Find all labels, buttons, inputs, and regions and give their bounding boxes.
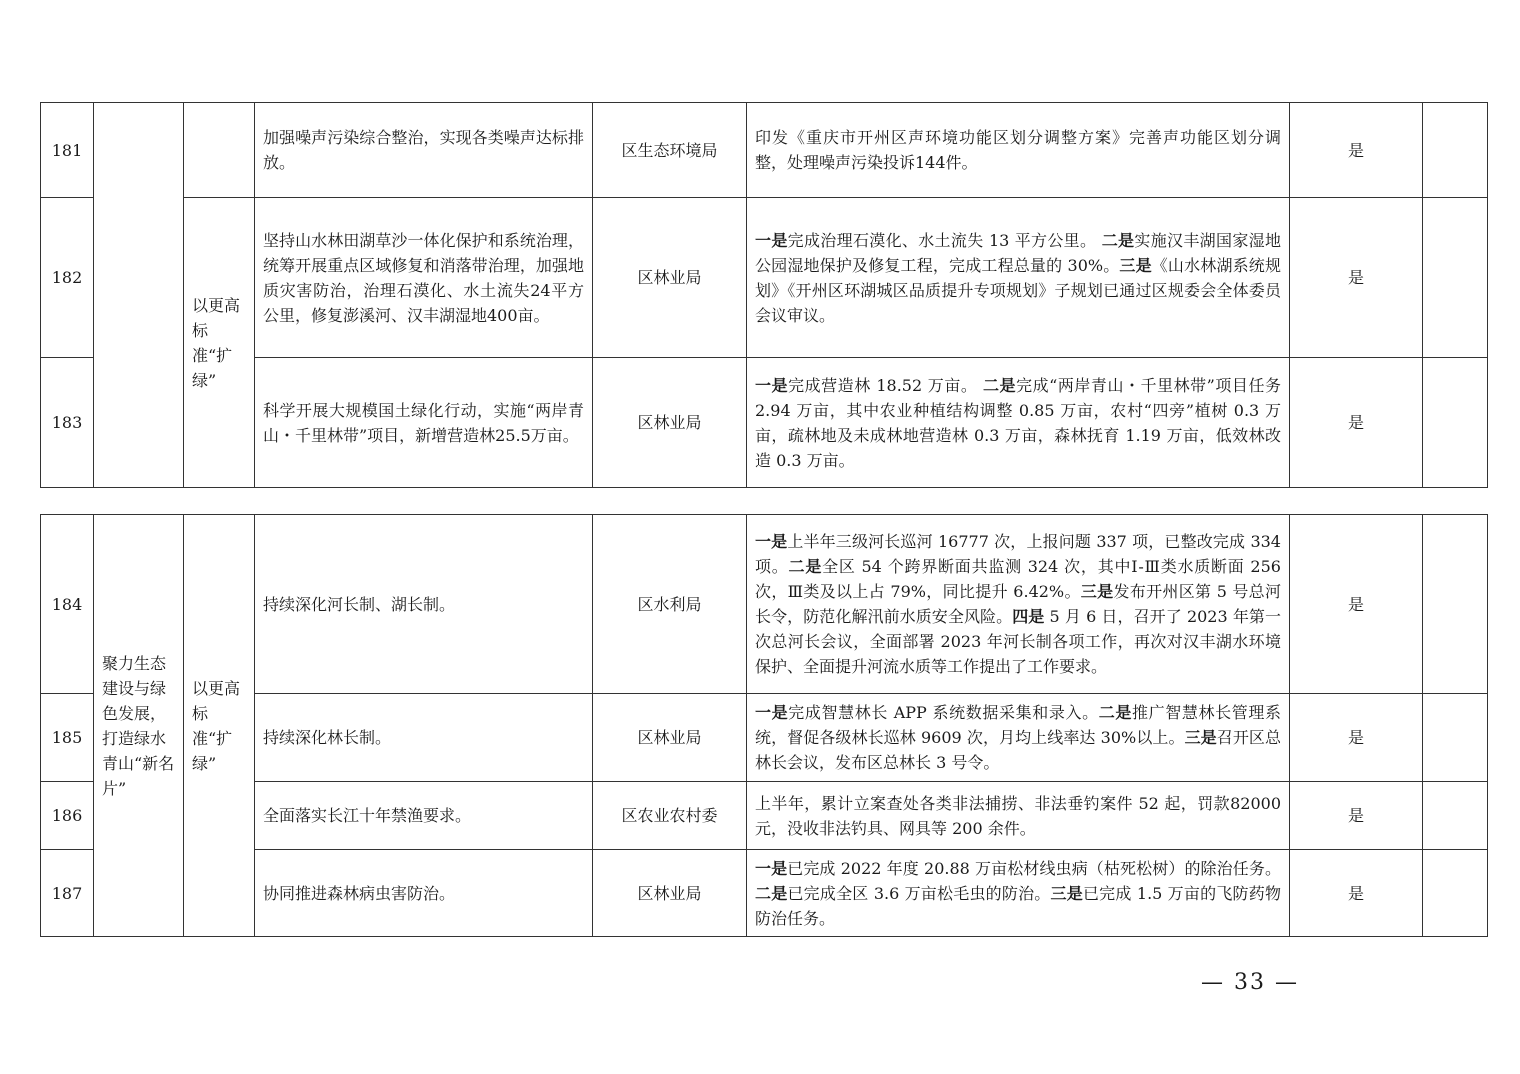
table-row <box>41 782 1488 850</box>
progress-text: 完成治理石漠化、水土流失 13 平方公里。 <box>787 230 1102 250</box>
progress-lead: 三是 <box>1080 582 1114 601</box>
progress-text: 已完成 1.5 万亩的飞防药物防治任务。 <box>755 883 1281 928</box>
table-row <box>41 850 1488 937</box>
task-cell: 科学开展大规模国土绿化行动，实施“两岸青山・千里林带”项目，新增营造林25.5万亩。 <box>255 358 593 488</box>
progress-lead: 二是 <box>1101 230 1135 250</box>
progress-text: 已完成全区 3.6 万亩松毛虫的防治。 <box>787 883 1051 903</box>
remark-cell <box>1423 103 1488 198</box>
progress-cell <box>747 198 1290 358</box>
progress-lead: 一是 <box>755 230 788 250</box>
row-number: 184 <box>41 515 94 694</box>
bureau-cell: 区农业农村委 <box>593 782 747 850</box>
progress-text: 已完成 2022 年度 20.88 万亩松材线虫病（枯死松树）的除治任务。 <box>787 858 1281 878</box>
table-row <box>41 198 1488 358</box>
progress-cell <box>747 358 1290 488</box>
progress-cell <box>747 103 1290 198</box>
progress-text: 召开区总林长会议，发布区总林长 3 号令。 <box>755 728 1281 772</box>
completed-cell: 是 <box>1290 782 1423 850</box>
progress-lead: 二是 <box>755 883 788 903</box>
bureau-cell: 区林业局 <box>593 850 747 937</box>
progress-lead: 三是 <box>1050 883 1083 903</box>
bureau-cell: 区生态环境局 <box>593 103 747 198</box>
table-row <box>41 358 1488 488</box>
progress-text: 上半年，累计立案查处各类非法捕捞、非法垂钓案件 52 起，罚款82000 元，没收非法钓具、网具等 200 余件。 <box>755 793 1281 838</box>
progress-lead: 二是 <box>788 557 823 576</box>
remark-cell <box>1423 358 1488 488</box>
progress-text: 上半年三级河长巡河 16777 次，上报问题 337 项，已整改完成 334 项。 <box>755 532 1281 576</box>
progress-text: 印发《重庆市开州区声环境功能区划分调整方案》完善声功能区划分调整，处理噪声污染投诉144件。 <box>755 128 1281 172</box>
task-cell: 协同推进森林病虫害防治。 <box>255 850 593 937</box>
progress-lead: 一是 <box>755 532 788 551</box>
completed-cell: 是 <box>1290 103 1423 198</box>
bureau-cell: 区水利局 <box>593 515 747 694</box>
remark-cell <box>1423 198 1488 358</box>
progress-text: 发布开州区第 5 号总河长令，防范化解汛前水质安全风险。 <box>755 582 1281 626</box>
progress-text: 5 月 6 日，召开了 2023 年第一次总河长会议，全面部署 2023 年河长制各项工作，再次对汉丰湖水环境保护、全面提升河流水质等工作提出了工作要求。 <box>755 607 1281 676</box>
bureau-cell: 区林业局 <box>593 358 747 488</box>
progress-cell <box>747 515 1290 694</box>
progress-lead: 一是 <box>755 703 789 722</box>
section-cell: 聚力生态建设与绿色发展，打造绿水青山“新名片” <box>94 515 184 937</box>
bureau-cell: 区林业局 <box>593 198 747 358</box>
progress-lead: 二是 <box>983 375 1017 395</box>
row-number: 182 <box>41 198 94 358</box>
task-table-top <box>40 102 1488 488</box>
row-number: 183 <box>41 358 94 488</box>
row-number: 187 <box>41 850 94 937</box>
task-table-bottom <box>40 514 1488 937</box>
task-cell: 坚持山水林田湖草沙一体化保护和系统治理，统筹开展重点区域修复和消落带治理，加强地质灾害防治，治理石漠化、水土流失24平方公里，修复澎溪河、汉丰湖湿地400亩。 <box>255 198 593 358</box>
subcategory-cell: 以更高标准“扩绿” <box>184 515 255 937</box>
subcategory-cell: 以更高标准“扩绿” <box>184 198 255 488</box>
section-cell <box>94 103 184 488</box>
progress-text: 完成“两岸青山・千里林带”项目任务 2.94 万亩，其中农业种植结构调整 0.85 万亩，农村“四旁”植树 0.3 万亩，疏林地及未成林地营造林 0.3 万亩，森林抚育 1.19 万亩，低效林改造 0.3 万亩。 <box>755 375 1281 470</box>
remark-cell <box>1423 515 1488 694</box>
table-row <box>41 103 1488 198</box>
completed-cell: 是 <box>1290 515 1423 694</box>
row-number: 181 <box>41 103 94 198</box>
progress-text: 全区 54 个跨界断面共监测 324 次，其中Ⅰ-Ⅲ类水质断面 256 次，Ⅲ类及以上占 79%，同比提升 6.42%。 <box>755 557 1281 601</box>
progress-lead: 一是 <box>755 375 789 395</box>
remark-cell <box>1423 782 1488 850</box>
progress-text: 实施汉丰湖国家湿地公园湿地保护及修复工程，完成工程总量的 30%。 <box>755 230 1281 275</box>
completed-cell: 是 <box>1290 694 1423 782</box>
progress-text: 推广智慧林长管理系统，督促各级林长巡林 9609 次，月均上线率达 30%以上。 <box>755 703 1281 747</box>
progress-cell <box>747 782 1290 850</box>
remark-cell <box>1423 850 1488 937</box>
completed-cell: 是 <box>1290 198 1423 358</box>
task-cell: 全面落实长江十年禁渔要求。 <box>255 782 593 850</box>
task-cell: 加强噪声污染综合整治，实现各类噪声达标排放。 <box>255 103 593 198</box>
row-number: 185 <box>41 694 94 782</box>
completed-cell: 是 <box>1290 358 1423 488</box>
progress-cell <box>747 850 1290 937</box>
row-number: 186 <box>41 782 94 850</box>
page-number: — 33 — <box>1201 970 1299 995</box>
progress-text: 完成智慧林长 APP 系统数据采集和录入。 <box>788 703 1099 722</box>
progress-cell <box>747 694 1290 782</box>
progress-text: 完成营造林 18.52 万亩。 <box>788 375 984 395</box>
remark-cell <box>1423 694 1488 782</box>
progress-lead: 二是 <box>1098 703 1132 722</box>
progress-lead: 一是 <box>755 858 788 878</box>
completed-cell: 是 <box>1290 850 1423 937</box>
progress-text: 《山水林湖系统规划》《开州区环湖城区品质提升专项规划》子规划已通过区规委会全体委员会议审议。 <box>755 255 1281 325</box>
task-cell: 持续深化河长制、湖长制。 <box>255 515 593 694</box>
progress-lead: 三是 <box>1119 255 1152 275</box>
table-row <box>41 515 1488 694</box>
bureau-cell: 区林业局 <box>593 694 747 782</box>
progress-lead: 四是 <box>1012 607 1045 626</box>
table-row <box>41 694 1488 782</box>
task-cell: 持续深化林长制。 <box>255 694 593 782</box>
subcategory-cell <box>184 103 255 198</box>
progress-lead: 三是 <box>1184 728 1217 747</box>
